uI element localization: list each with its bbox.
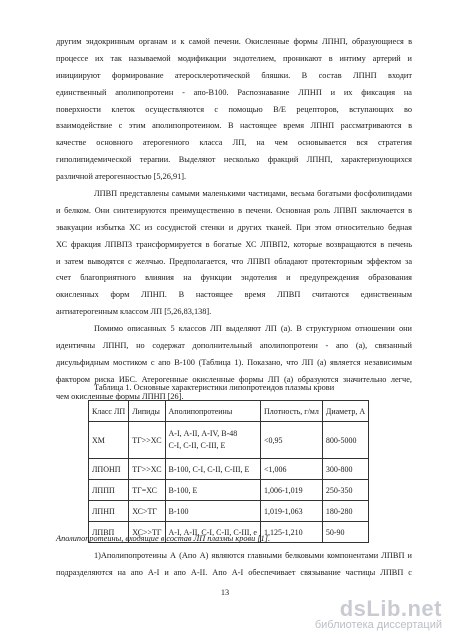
- table-header-cell: Аполипопротеины: [165, 401, 260, 422]
- table-cell: ТГ>>ХС: [129, 422, 165, 459]
- text-line: подразделяются на апо А-I и апо А-II. Апо А-I обеспечивает связывание частицы ЛПВП с: [56, 567, 412, 577]
- table-header-cell: Плотность, г/мл: [260, 401, 322, 422]
- table-cell: 800-5000: [322, 422, 368, 459]
- text-line: фактором риска ИБС. Атерогенные окисленные формы ЛП (а) образуются значительно легче,: [56, 374, 412, 384]
- text-line: чем окисленные формы ЛПНП [26].: [56, 391, 184, 401]
- table-header-cell: Диаметр, А: [322, 401, 368, 422]
- text-line: поверхности клеток осуществляются с помощью В/Е рецепторов, вступающих во: [56, 104, 412, 114]
- table-cell: ТГ>>ХС: [129, 459, 165, 480]
- table-header-row: [89, 401, 369, 422]
- table-cell: ХС>ТГ: [129, 501, 165, 522]
- text-line: дисульфидным мостиком с апо В-100 (Таблица 1). Показано, что ЛП (а) является независимым: [56, 357, 412, 367]
- table-row: [89, 422, 369, 459]
- table-cell: 50-90: [322, 522, 368, 543]
- table-caption: Таблица 1. Основные характеристики липопротеидов плазмы крови: [94, 383, 335, 392]
- table-header-cell: Липиды: [129, 401, 165, 422]
- text-line: счет благоприятного влияния на функции эндотелия и предупреждения образования: [56, 273, 412, 283]
- page-number: 13: [220, 588, 230, 597]
- table-cell: <1,006: [260, 459, 322, 480]
- table-cell: А-I, А-II, С-I, С-II, С-III, е: [165, 522, 260, 543]
- table-cell: В-100, С-I, С-II, С-III, Е: [165, 459, 260, 480]
- text-line: окисленных форм ЛПНП. В настоящее время ЛПВП считаются единственным: [56, 290, 412, 300]
- text-line: другим эндокринным органам и к самой печени. Окисленные формы ЛПНП, образующиеся в: [56, 37, 412, 46]
- text-line: взаимодействие с этим аполипопротеином. В настоящее время ЛПНП рассматриваются в: [56, 121, 412, 131]
- text-line: идентичны ЛПНП, но содержат дополнительный аполипопротеин - апо (а), связанный: [56, 341, 412, 351]
- text-line: процессе их так называемой модификации эндотелием, проникают в интиму артерий и: [56, 53, 412, 63]
- table-cell: ЛПВП: [89, 522, 129, 543]
- table-row: [89, 501, 369, 522]
- table-cell: А-I, А-II, А-IV, В-48 С-I, С-II, С-III, Е: [165, 422, 260, 459]
- table-row: [89, 480, 369, 501]
- lipoprotein-table: [88, 400, 369, 543]
- text-line: и затем выводятся с желчью. Предполагается, что ЛПВП обладают протекторным эффектом за: [56, 256, 412, 266]
- text-line: ЛПВП представлены самыми маленькими частицами, весьма богатыми фосфолипидами: [94, 189, 412, 199]
- table-cell: 300-800: [322, 459, 368, 480]
- watermark-subtitle: библиотека диссертаций: [314, 619, 442, 631]
- table-cell: ЛППП: [89, 480, 129, 501]
- table-row: [89, 459, 369, 480]
- watermark-logo-text: dsLib.net: [339, 596, 442, 621]
- after-table-text: [56, 531, 412, 582]
- text-line: гиполипидемической терапии. Выделяют несколько фракций ЛПНП, характеризующихся: [56, 155, 412, 165]
- table-cell: 1,125-1,210: [260, 522, 322, 543]
- table-cell: ХМ: [89, 422, 129, 459]
- table-cell: <0,95: [260, 422, 322, 459]
- table-header-cell: Класс ЛП: [89, 401, 129, 422]
- table-cell: ЛПОНП: [89, 459, 129, 480]
- table-cell: 250-350: [322, 480, 368, 501]
- text-line: Помимо описанных 5 классов ЛП выделяют ЛП (а). В структурном отношении они: [94, 324, 412, 334]
- text-line: различной атерогенностью [5,26,91].: [56, 172, 187, 182]
- table-cell: ХС>>ТГ: [129, 522, 165, 543]
- table-cell: ТГ=ХС: [129, 480, 165, 501]
- text-line: антиатерогенным классом ЛП [5,26,83,138].: [56, 307, 212, 317]
- table-cell: 1,019-1,063: [260, 501, 322, 522]
- table-cell: 1,006-1,019: [260, 480, 322, 501]
- text-line: эвакуации избытка ХС из сосудистой стенки и других тканей. При этом относительно бедная: [56, 222, 412, 232]
- table-cell: В-100, Е: [165, 480, 260, 501]
- watermark: [315, 596, 442, 631]
- body-text: [56, 34, 412, 406]
- table-cell: 180-280: [322, 501, 368, 522]
- table-note: Аполипопротеины, входящие в состав ЛП плазмы крови [1].: [56, 534, 271, 543]
- text-line: и белком. Они синтезируются преимущественно в печени. Основная роль ЛПВП заключается в: [56, 205, 412, 215]
- text-line: ХС фракция ЛПВП3 трансформируется в богатые ХС ЛПВП2, которые возвращаются в печень: [56, 239, 412, 249]
- table-cell: ЛПНП: [89, 501, 129, 522]
- table-cell: В-100: [165, 501, 260, 522]
- text-line: качестве основного атерогенного класса ЛП, на чем основывается вся стратегия: [56, 138, 412, 148]
- text-line: 1)Аполипопротеины А (Апо А) являются главными белковыми компонентами ЛПВП и: [94, 550, 412, 560]
- text-line: единственный аполипопротеин - апо-В100. Распознавание ЛПНП и их фиксация на: [56, 87, 412, 97]
- text-line: инициируют формирование атеросклеротической бляшки. В состав ЛПНП входит: [56, 70, 412, 80]
